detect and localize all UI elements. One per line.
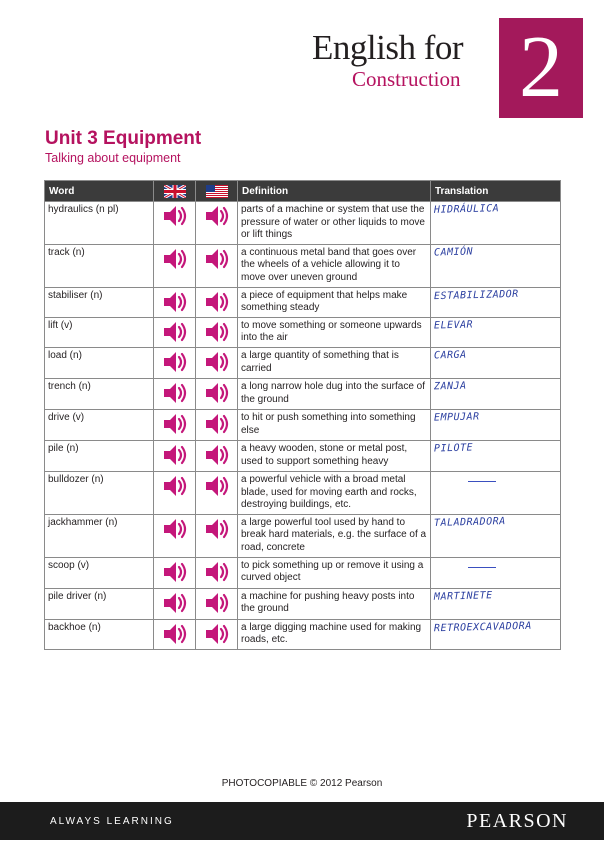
- column-header-translation: Translation: [431, 181, 561, 202]
- unit-title: Unit 3 Equipment: [45, 128, 202, 149]
- handwritten-translation: RETROEXCAVADORA: [433, 620, 532, 634]
- table-row: [45, 588, 561, 619]
- speaker-icon[interactable]: [204, 388, 230, 399]
- translation-cell: [431, 287, 561, 317]
- speaker-icon[interactable]: [162, 566, 188, 577]
- handwritten-mark: [468, 567, 496, 568]
- audio-us-cell: [196, 619, 238, 649]
- translation-cell: [431, 619, 561, 649]
- brand-line1: English for: [312, 28, 464, 67]
- table-row: [45, 287, 561, 317]
- definition-cell: a machine for pushing heavy posts into the ground: [238, 588, 431, 619]
- speaker-icon[interactable]: [204, 523, 230, 534]
- speaker-icon[interactable]: [162, 253, 188, 264]
- audio-us-cell: [196, 557, 238, 588]
- unit-subtitle: Talking about equipment: [45, 151, 181, 165]
- word-cell: bulldozer (n): [45, 471, 154, 514]
- translation-cell: [431, 588, 561, 619]
- audio-uk-cell: [154, 409, 196, 440]
- translation-cell: [431, 244, 561, 287]
- speaker-icon[interactable]: [162, 597, 188, 608]
- table-row: [45, 317, 561, 347]
- audio-us-cell: [196, 409, 238, 440]
- uk-flag-icon: [164, 185, 186, 198]
- handwritten-translation: ELEVAR: [433, 319, 474, 332]
- definition-cell: a powerful vehicle with a broad metal blade, used for moving earth and rocks, destroying buildings, etc.: [238, 471, 431, 514]
- audio-uk-cell: [154, 619, 196, 649]
- audio-uk-cell: [154, 202, 196, 245]
- audio-uk-cell: [154, 244, 196, 287]
- speaker-icon[interactable]: [162, 326, 188, 337]
- definition-cell: a heavy wooden, stone or metal post, used to support something heavy: [238, 440, 431, 471]
- translation-cell: [431, 202, 561, 245]
- audio-uk-cell: [154, 557, 196, 588]
- word-cell: drive (v): [45, 409, 154, 440]
- speaker-icon[interactable]: [204, 357, 230, 368]
- word-cell: load (n): [45, 347, 154, 378]
- copyright-note: PHOTOCOPIABLE © 2012 Pearson: [221, 778, 383, 789]
- handwritten-translation: HIDRÁULICA: [433, 203, 500, 216]
- table-header-row: [45, 181, 561, 202]
- footer-bar: [0, 802, 604, 840]
- column-header-uk: [154, 181, 196, 202]
- translation-cell: [431, 378, 561, 409]
- audio-us-cell: [196, 202, 238, 245]
- handwritten-translation: MARTINETE: [433, 589, 493, 603]
- table-row: [45, 440, 561, 471]
- table-row: [45, 378, 561, 409]
- speaker-icon[interactable]: [204, 326, 230, 337]
- word-cell: jackhammer (n): [45, 514, 154, 557]
- speaker-icon[interactable]: [204, 628, 230, 639]
- translation-cell: [431, 471, 561, 514]
- audio-uk-cell: [154, 588, 196, 619]
- speaker-icon[interactable]: [204, 481, 230, 492]
- audio-uk-cell: [154, 378, 196, 409]
- speaker-icon[interactable]: [204, 597, 230, 608]
- speaker-icon[interactable]: [204, 211, 230, 222]
- audio-uk-cell: [154, 514, 196, 557]
- word-cell: track (n): [45, 244, 154, 287]
- definition-cell: a large quantity of something that is carried: [238, 347, 431, 378]
- level-number-badge: 2: [499, 18, 583, 118]
- word-cell: pile (n): [45, 440, 154, 471]
- table-row: [45, 471, 561, 514]
- table-body: [45, 202, 561, 650]
- audio-uk-cell: [154, 287, 196, 317]
- speaker-icon[interactable]: [162, 357, 188, 368]
- publisher-logo: PEARSON: [466, 810, 568, 832]
- footer-tagline: ALWAYS LEARNING: [50, 816, 174, 827]
- handwritten-translation: TALADRADORA: [433, 515, 506, 529]
- table-row: [45, 557, 561, 588]
- brand-line2: Construction: [352, 67, 461, 91]
- definition-cell: a continuous metal band that goes over the wheels of a vehicle allowing it to move over uneven ground: [238, 244, 431, 287]
- translation-cell: [431, 514, 561, 557]
- speaker-icon[interactable]: [204, 253, 230, 264]
- definition-cell: to move something or someone upwards into the air: [238, 317, 431, 347]
- audio-us-cell: [196, 514, 238, 557]
- definition-cell: a piece of equipment that helps make something steady: [238, 287, 431, 317]
- table-row: [45, 347, 561, 378]
- definition-cell: to hit or push something into something else: [238, 409, 431, 440]
- audio-us-cell: [196, 378, 238, 409]
- handwritten-translation: PILOTE: [433, 442, 474, 455]
- audio-us-cell: [196, 244, 238, 287]
- audio-us-cell: [196, 287, 238, 317]
- column-header-word: Word: [45, 181, 154, 202]
- table-row: [45, 514, 561, 557]
- audio-uk-cell: [154, 347, 196, 378]
- audio-us-cell: [196, 317, 238, 347]
- speaker-icon[interactable]: [204, 419, 230, 430]
- speaker-icon[interactable]: [162, 450, 188, 461]
- word-cell: stabiliser (n): [45, 287, 154, 317]
- speaker-icon[interactable]: [204, 296, 230, 307]
- word-cell: lift (v): [45, 317, 154, 347]
- definition-cell: a large digging machine used for making roads, etc.: [238, 619, 431, 649]
- speaker-icon[interactable]: [162, 419, 188, 430]
- table-row: [45, 202, 561, 245]
- definition-cell: to pick something up or remove it using a curved object: [238, 557, 431, 588]
- handwritten-translation: ESTABILIZADOR: [433, 288, 519, 302]
- speaker-icon[interactable]: [162, 523, 188, 534]
- column-header-definition: Definition: [238, 181, 431, 202]
- speaker-icon[interactable]: [204, 450, 230, 461]
- definition-cell: parts of a machine or system that use the pressure of water or other liquids to move or lift things: [238, 202, 431, 245]
- table-row: [45, 244, 561, 287]
- handwritten-translation: EMPUJAR: [433, 411, 480, 424]
- speaker-icon[interactable]: [162, 211, 188, 222]
- speaker-icon[interactable]: [162, 481, 188, 492]
- table-row: [45, 619, 561, 649]
- word-cell: hydraulics (n pl): [45, 202, 154, 245]
- audio-uk-cell: [154, 440, 196, 471]
- speaker-icon[interactable]: [162, 388, 188, 399]
- audio-us-cell: [196, 347, 238, 378]
- audio-uk-cell: [154, 471, 196, 514]
- word-cell: backhoe (n): [45, 619, 154, 649]
- word-cell: pile driver (n): [45, 588, 154, 619]
- handwritten-translation: CAMIÓN: [433, 246, 474, 259]
- translation-cell: [431, 557, 561, 588]
- audio-uk-cell: [154, 317, 196, 347]
- brand-title: [312, 30, 492, 90]
- definition-cell: a long narrow hole dug into the surface of the ground: [238, 378, 431, 409]
- translation-cell: [431, 347, 561, 378]
- speaker-icon[interactable]: [162, 296, 188, 307]
- audio-us-cell: [196, 471, 238, 514]
- translation-cell: [431, 440, 561, 471]
- us-flag-icon: [206, 185, 228, 198]
- column-header-us: [196, 181, 238, 202]
- handwritten-mark: [468, 481, 496, 482]
- audio-us-cell: [196, 440, 238, 471]
- word-cell: scoop (v): [45, 557, 154, 588]
- handwritten-translation: CARGA: [433, 349, 467, 362]
- definition-cell: a large powerful tool used by hand to break hard materials, e.g. the surface of a road, concrete: [238, 514, 431, 557]
- speaker-icon[interactable]: [204, 566, 230, 577]
- translation-cell: [431, 409, 561, 440]
- vocabulary-table: [44, 180, 561, 650]
- handwritten-translation: ZANJA: [433, 380, 467, 393]
- audio-us-cell: [196, 588, 238, 619]
- table-row: [45, 409, 561, 440]
- speaker-icon[interactable]: [162, 628, 188, 639]
- word-cell: trench (n): [45, 378, 154, 409]
- translation-cell: [431, 317, 561, 347]
